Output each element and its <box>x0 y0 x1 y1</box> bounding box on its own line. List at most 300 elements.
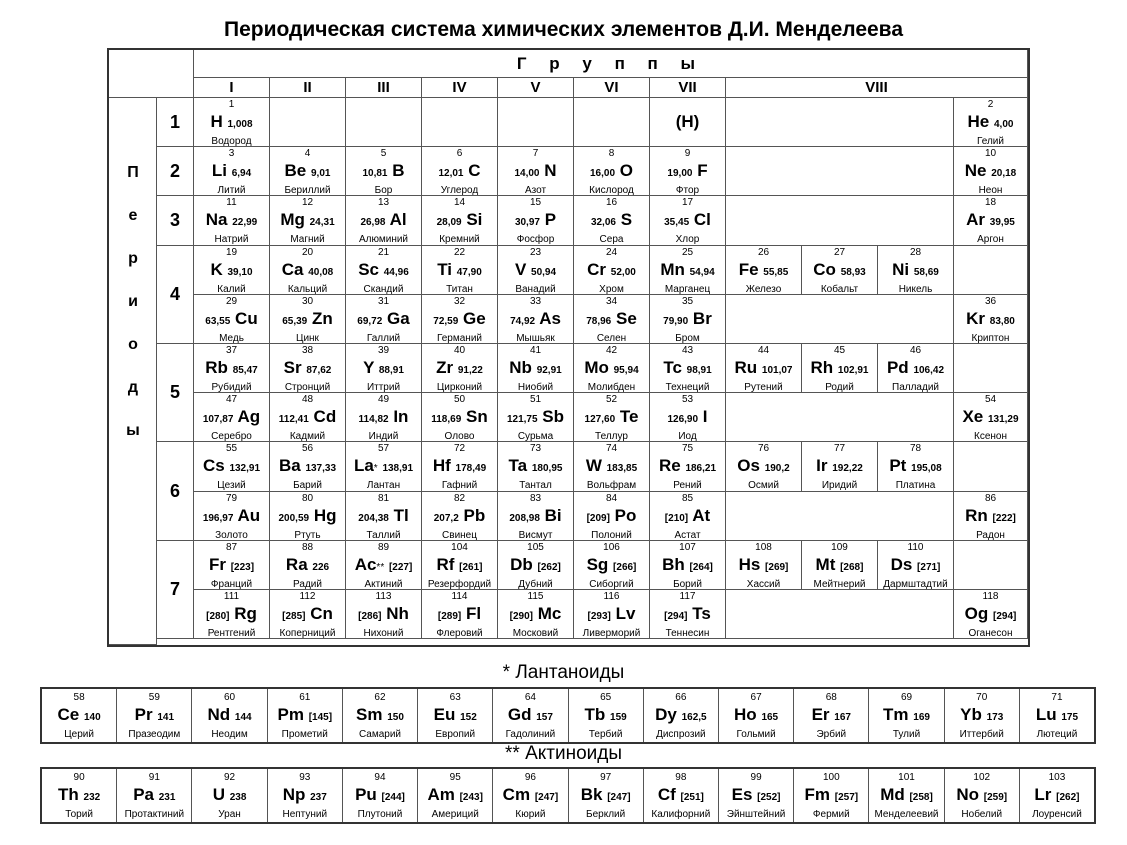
element-symbol: Hg <box>313 505 337 525</box>
element-symbol-line <box>726 258 801 284</box>
element-name: Теннесин <box>665 628 710 639</box>
element-symbol: Cu <box>235 308 258 328</box>
element-symbol: Se <box>615 308 637 328</box>
element-name: Самарий <box>358 729 402 740</box>
element-cell-pm <box>268 689 343 742</box>
atomic-mass: 132,91 <box>229 463 261 475</box>
element-symbol: Rn <box>965 505 988 525</box>
atomic-number: 37 <box>225 345 238 356</box>
element-cell-rg <box>194 590 270 639</box>
element-name: Кобальт <box>820 283 859 295</box>
element-symbol-line <box>268 703 342 729</box>
atomic-mass: 4,00 <box>994 119 1014 130</box>
element-cell-hs <box>726 541 802 590</box>
element-symbol: Ag <box>237 407 261 427</box>
element-name: Серебро <box>211 431 252 443</box>
element-name: Рутений <box>744 382 783 393</box>
element-name: Гелий <box>977 136 1004 147</box>
atomic-mass: 131,29 <box>987 414 1019 426</box>
element-name: Бериллий <box>284 185 331 197</box>
group-number: II <box>270 78 346 98</box>
element-symbol-line <box>574 553 649 579</box>
element-symbol: Rh <box>810 358 834 377</box>
hydrogen-placeholder: (H) <box>650 98 726 147</box>
element-symbol: Re <box>658 456 681 476</box>
element-symbol: Lu <box>1035 705 1057 724</box>
element-name: Лантан <box>366 480 401 492</box>
element-symbol: Es <box>731 785 753 804</box>
element-symbol: Co <box>813 259 836 279</box>
atomic-mass: 98,91 <box>686 365 712 376</box>
atomic-number: 77 <box>833 443 846 455</box>
atomic-mass: [258] <box>909 792 933 803</box>
atomic-mass: 58,93 <box>840 266 866 278</box>
element-symbol-line <box>422 504 497 530</box>
atomic-number: 2 <box>987 99 994 110</box>
element-symbol-line <box>194 504 269 530</box>
element-cell-bh <box>650 541 726 590</box>
empty-cell <box>726 98 954 147</box>
element-symbol: Mc <box>537 604 562 623</box>
element-symbol: Ir <box>816 456 828 476</box>
element-symbol: Li <box>211 161 227 181</box>
atomic-mass: 167 <box>834 712 851 723</box>
element-symbol: Tm <box>883 705 909 724</box>
atomic-number: 45 <box>833 345 846 356</box>
element-symbol-line <box>498 405 573 431</box>
element-name: Церий <box>64 729 94 740</box>
element-cell-xe <box>954 393 1028 442</box>
element-symbol-line <box>650 504 725 530</box>
element-symbol-line <box>270 602 345 628</box>
element-symbol: Ac <box>354 554 377 574</box>
element-symbol-line <box>498 356 573 382</box>
element-symbol-line <box>42 703 116 729</box>
element-cell-sg <box>574 541 650 590</box>
atomic-mass: [294] <box>664 611 688 622</box>
period-number: 3 <box>157 196 194 245</box>
atomic-mass: 150 <box>387 712 404 723</box>
element-name: Диспрозий <box>656 729 706 740</box>
element-name: Золото <box>215 529 248 541</box>
element-cell-nh <box>346 590 422 639</box>
atomic-mass: [261] <box>459 561 483 573</box>
atomic-mass: 85,47 <box>232 365 258 376</box>
atomic-number: 105 <box>527 541 544 553</box>
element-symbol: Hf <box>432 456 451 476</box>
element-name: Цирконий <box>436 382 483 393</box>
periods-letter: ы <box>126 422 140 439</box>
atomic-number: 7 <box>532 148 539 160</box>
element-symbol: Tl <box>393 505 409 525</box>
atomic-number: 90 <box>73 772 85 783</box>
element-symbol: Ne <box>964 161 987 181</box>
element-symbol: No <box>956 785 980 804</box>
element-cell-ra <box>270 541 346 590</box>
element-name: Менделеевий <box>874 809 939 820</box>
atomic-number: 60 <box>223 692 236 703</box>
element-symbol: Pm <box>277 705 304 724</box>
element-symbol: V <box>514 259 527 279</box>
atomic-number: 83 <box>529 492 542 504</box>
corner-cell <box>109 50 194 98</box>
element-name: Торий <box>65 809 93 820</box>
element-symbol-line <box>422 307 497 333</box>
element-name: Празеодим <box>128 729 181 740</box>
atomic-number: 44 <box>757 345 770 356</box>
element-name: Лоуренсий <box>1032 809 1082 820</box>
period-number: 5 <box>157 344 194 442</box>
element-cell-db <box>498 541 574 590</box>
element-symbol: Gd <box>507 705 532 724</box>
atomic-number: 110 <box>907 541 924 553</box>
atomic-number: 15 <box>529 197 542 209</box>
element-name: Молибден <box>587 382 636 393</box>
element-name: Иттрий <box>366 382 401 393</box>
atomic-mass: 74,92 <box>510 315 536 327</box>
element-symbol: Rg <box>234 604 257 623</box>
element-symbol-line <box>418 703 492 729</box>
element-name: Бор <box>374 185 393 197</box>
element-symbol-line <box>569 783 643 809</box>
element-name: Вольфрам <box>586 480 637 492</box>
element-name: Таллий <box>366 529 401 541</box>
atomic-number: 57 <box>377 443 390 455</box>
element-symbol-line <box>194 159 269 185</box>
element-symbol-line <box>493 703 567 729</box>
element-symbol: Po <box>614 505 637 525</box>
element-cell-rf <box>422 541 498 590</box>
element-name: Фтор <box>675 185 700 197</box>
atomic-mass: 44,96 <box>383 266 409 278</box>
element-cell-sb <box>498 393 574 442</box>
element-name: Скандий <box>363 283 404 295</box>
empty-cell <box>726 393 954 442</box>
element-symbol-line <box>422 553 497 579</box>
empty-cell <box>574 98 650 147</box>
atomic-mass: 12,01 <box>438 168 464 180</box>
element-name: Бром <box>675 332 700 344</box>
atomic-mass: 88,91 <box>378 365 404 376</box>
element-cell-si <box>422 196 498 245</box>
period-number: 4 <box>157 246 194 344</box>
element-name: Калий <box>217 283 246 295</box>
element-name: Резерфордий <box>427 578 492 590</box>
atomic-number: 52 <box>605 394 618 406</box>
atomic-mass: 102,91 <box>837 365 869 376</box>
element-cell-la <box>346 442 422 491</box>
element-symbol: Eu <box>433 705 456 724</box>
atomic-number: 50 <box>453 394 466 406</box>
atomic-number: 107 <box>679 541 696 553</box>
element-symbol: Hs <box>738 554 761 574</box>
atomic-mass: 196,97 <box>202 512 234 524</box>
atomic-mass: 157 <box>536 712 553 723</box>
atomic-number: 78 <box>909 443 922 455</box>
element-symbol: Y <box>363 358 375 377</box>
element-symbol: Bk <box>580 785 603 804</box>
element-symbol-line <box>493 783 567 809</box>
element-name: Радий <box>293 578 322 590</box>
element-symbol-line <box>954 405 1027 431</box>
element-cell-se <box>574 295 650 344</box>
element-name: Олово <box>444 431 475 443</box>
atomic-mass: [271] <box>917 561 941 573</box>
element-cell-ac <box>346 541 422 590</box>
element-symbol-line <box>569 703 643 729</box>
atomic-mass: [262] <box>537 561 561 573</box>
atomic-number: 106 <box>603 541 620 553</box>
element-name: Криптон <box>971 332 1010 344</box>
atomic-number: 76 <box>757 443 770 455</box>
atomic-mass: 107,87 <box>202 414 234 426</box>
atomic-mass: 20,18 <box>991 168 1017 180</box>
atomic-mass: 32,06 <box>590 217 616 229</box>
atomic-number: 39 <box>377 345 390 356</box>
element-symbol-line <box>270 307 345 333</box>
element-cell-sn <box>422 393 498 442</box>
atomic-number: 17 <box>681 197 694 209</box>
element-name: Тулий <box>892 729 921 740</box>
element-cell-al <box>346 196 422 245</box>
element-cell-gd <box>493 689 568 742</box>
element-symbol-line <box>346 307 421 333</box>
element-symbol: Mn <box>660 259 685 279</box>
atomic-mass: 237 <box>310 792 327 803</box>
element-name: Магний <box>290 234 325 246</box>
element-symbol-line <box>719 783 793 809</box>
groups-header: Г р у п п ы <box>194 50 1028 78</box>
element-symbol: I <box>702 407 708 427</box>
atomic-mass: 232 <box>83 792 101 803</box>
element-name: Гольмий <box>736 729 776 740</box>
atomic-mass: 14,00 <box>514 168 540 180</box>
element-symbol: Rf <box>436 554 455 574</box>
element-name: Борий <box>673 578 702 590</box>
atomic-number: 70 <box>976 692 988 703</box>
atomic-number: 56 <box>301 443 314 455</box>
atomic-mass: 39,95 <box>989 217 1015 229</box>
element-symbol-line <box>954 208 1027 234</box>
element-symbol: Np <box>282 785 306 804</box>
atomic-mass: [280] <box>206 611 230 622</box>
element-symbol: Og <box>964 604 989 623</box>
atomic-number: 88 <box>301 541 314 553</box>
atomic-mass: 204,38 <box>358 512 389 524</box>
element-cell-b <box>346 147 422 196</box>
element-symbol-line <box>422 602 497 628</box>
atomic-mass: 121,75 <box>506 414 538 426</box>
atomic-mass: [286] <box>358 611 382 622</box>
element-symbol: Ce <box>57 705 80 724</box>
element-cell-sr <box>270 344 346 393</box>
element-symbol: Ho <box>734 705 757 724</box>
atomic-mass: [259] <box>983 792 1008 803</box>
element-name: Фосфор <box>516 234 555 246</box>
element-cell-u <box>192 769 267 822</box>
element-symbol-line <box>650 208 725 234</box>
atomic-number: 27 <box>833 246 846 258</box>
atomic-number: 25 <box>681 246 694 258</box>
element-symbol: Ga <box>387 308 410 328</box>
element-symbol-line <box>574 504 649 530</box>
atomic-number: 68 <box>825 692 837 703</box>
element-symbol-line <box>346 553 421 579</box>
element-cell-co <box>802 246 878 295</box>
element-symbol: Tb <box>584 705 606 724</box>
element-cell-re <box>650 442 726 491</box>
atomic-mass: 22,99 <box>232 217 258 229</box>
element-name: Хлор <box>675 234 700 246</box>
element-name: Галлий <box>366 332 401 344</box>
atomic-number: 67 <box>750 692 762 703</box>
atomic-mass: 19,00 <box>667 168 693 180</box>
element-symbol-line <box>346 258 421 284</box>
atomic-mass: 238 <box>229 792 247 803</box>
element-cell-po <box>574 492 650 541</box>
element-symbol: Ts <box>692 604 711 623</box>
element-symbol-line <box>869 783 943 809</box>
element-cell-th <box>42 769 117 822</box>
atomic-mass: 1,008 <box>227 119 253 130</box>
element-name: Сера <box>599 234 624 246</box>
element-cell-f <box>650 147 726 196</box>
element-symbol-line <box>270 553 345 579</box>
element-name: Индий <box>368 431 399 443</box>
atomic-mass: 144 <box>234 712 252 723</box>
element-symbol: Lr <box>1034 785 1052 804</box>
element-cell-he <box>954 98 1028 147</box>
element-symbol-line <box>650 159 725 185</box>
atomic-number: 6 <box>456 148 463 160</box>
empty-cell <box>954 246 1028 295</box>
element-cell-ni <box>878 246 954 295</box>
element-name: Прометий <box>281 729 328 740</box>
atomic-mass: 127,60 <box>584 414 616 426</box>
element-name: Платина <box>895 480 936 492</box>
atomic-mass: [222] <box>992 512 1016 524</box>
atomic-mass: [269] <box>765 561 789 573</box>
element-cell-ag <box>194 393 270 442</box>
periods-letter: е <box>128 207 138 224</box>
element-symbol-line <box>644 703 718 729</box>
atomic-number: 75 <box>681 443 694 455</box>
element-name: Радон <box>976 529 1005 541</box>
element-symbol-line <box>194 454 269 480</box>
element-name: Германий <box>437 332 482 344</box>
element-symbol: Fr <box>208 554 226 574</box>
atomic-mass: 137,33 <box>305 463 337 475</box>
element-symbol: Ge <box>463 308 486 328</box>
element-cell-er <box>794 689 869 742</box>
element-name: Нептуний <box>282 809 328 820</box>
element-name: Цинк <box>296 332 319 344</box>
element-symbol-line <box>945 703 1019 729</box>
element-symbol: Pt <box>889 456 907 476</box>
element-symbol: Th <box>58 785 79 804</box>
atomic-mass: 28,09 <box>436 217 462 229</box>
atomic-number: 64 <box>524 692 536 703</box>
element-symbol: Sr <box>283 358 302 377</box>
element-cell-ne <box>954 147 1028 196</box>
atomic-number: 108 <box>755 541 772 553</box>
element-symbol: W <box>585 456 602 476</box>
element-symbol: Sg <box>586 554 609 574</box>
element-name: Франций <box>210 578 253 590</box>
atomic-number: 117 <box>679 591 696 602</box>
atomic-number: 69 <box>900 692 913 703</box>
element-symbol: Zn <box>311 308 333 328</box>
element-cell-as <box>498 295 574 344</box>
element-name: Московий <box>512 628 559 639</box>
element-symbol: Bh <box>662 554 685 574</box>
atomic-number: 38 <box>301 345 314 356</box>
atomic-mass: 92,91 <box>536 365 562 376</box>
element-symbol-line <box>574 602 649 628</box>
element-symbol-line <box>878 553 953 579</box>
element-cell-ar <box>954 196 1028 245</box>
atomic-mass: 6,94 <box>231 168 252 180</box>
element-symbol-line <box>498 208 573 234</box>
element-symbol: Ta <box>508 456 528 476</box>
element-symbol: P <box>544 210 557 230</box>
atomic-mass: [262] <box>1056 792 1080 803</box>
group-number: V <box>498 78 574 98</box>
element-name: Технеций <box>665 382 710 393</box>
page-title: Периодическая система химических элементов Д.И. Менделеева <box>224 18 903 41</box>
element-symbol-line <box>498 504 573 530</box>
atomic-number: 102 <box>973 772 991 783</box>
atomic-mass: 165 <box>761 712 779 723</box>
footnote-mark: * <box>373 463 378 475</box>
periods-letter: р <box>128 250 138 267</box>
empty-cell <box>954 344 1028 393</box>
atomic-mass: 178,49 <box>455 463 487 475</box>
element-name: Кремний <box>439 234 480 246</box>
element-symbol: Ni <box>892 259 910 279</box>
element-name: Натрий <box>214 234 249 246</box>
atomic-number: 47 <box>225 394 238 406</box>
element-cell-dy <box>644 689 719 742</box>
element-symbol: H <box>210 112 223 131</box>
atomic-number: 87 <box>225 541 238 553</box>
element-cell-mn <box>650 246 726 295</box>
element-cell-sm <box>343 689 418 742</box>
atomic-number: 40 <box>453 345 466 356</box>
atomic-mass: 9,01 <box>311 168 331 180</box>
element-symbol: Au <box>237 505 261 525</box>
element-cell-ba <box>270 442 346 491</box>
element-name: Железо <box>745 283 782 295</box>
element-name: Эйнштейний <box>726 809 786 820</box>
atomic-number: 35 <box>681 295 694 307</box>
element-symbol: Be <box>284 161 307 181</box>
atomic-mass: [268] <box>840 561 864 573</box>
element-name: Сиборгий <box>589 578 634 590</box>
element-name: Свинец <box>442 529 477 541</box>
element-symbol-line <box>726 454 801 480</box>
element-symbol: Sn <box>466 407 488 427</box>
element-name: Коперниций <box>279 628 336 639</box>
element-name: Уран <box>218 809 241 820</box>
atomic-mass: 114,82 <box>358 414 389 426</box>
atomic-number: 53 <box>681 394 694 406</box>
element-symbol: Sc <box>358 259 380 279</box>
atomic-number: 95 <box>449 772 461 783</box>
atomic-number: 72 <box>453 443 466 455</box>
element-cell-ti <box>422 246 498 295</box>
atomic-number: 92 <box>223 772 236 783</box>
